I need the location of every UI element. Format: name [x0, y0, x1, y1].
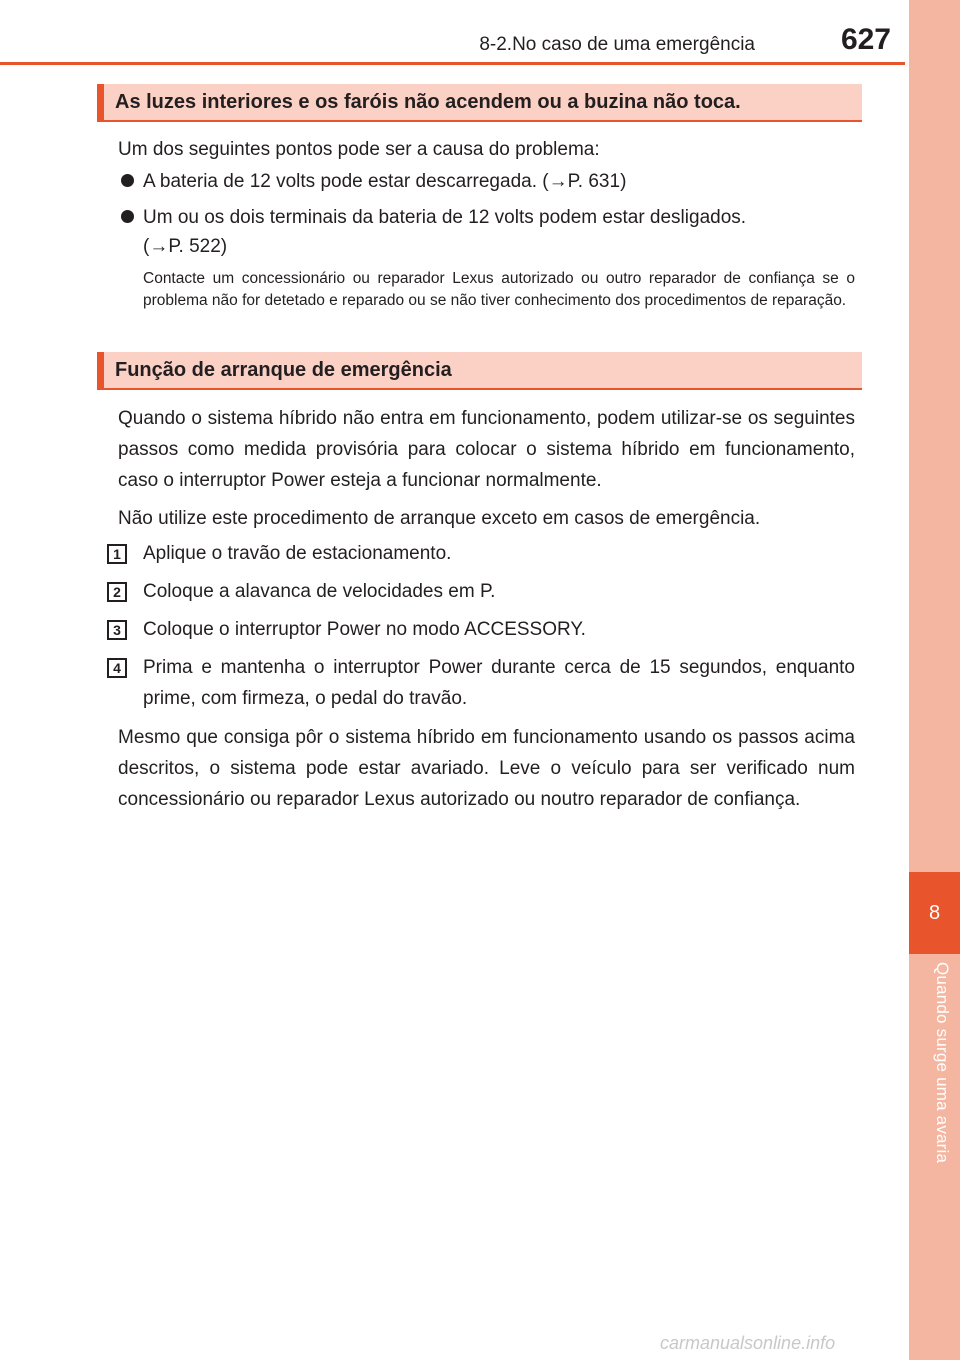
section-heading-emergency-start: [97, 352, 862, 390]
page-number: 627: [840, 23, 891, 56]
step-number-badge: 4: [107, 658, 127, 678]
bullet-item: Um ou os dois terminais da bateria de 12 volts podem estar desligados.: [143, 207, 747, 228]
step-text: Coloque o interruptor Power no modo ACCESSORY.: [143, 619, 586, 640]
section1-note: Contacte um concessionário ou reparador Lexus autorizado ou outro reparador de confiança se o problema não for detetado e reparado ou se não tiver conhecimento dos procedimentos de reparação.: [143, 270, 855, 309]
header-section-title: 8-2.No caso de uma emergência: [479, 34, 755, 55]
section2-closing-paragraph: Mesmo que consiga pôr o sistema híbrido em funcionamento usando os passos acima descritos, o sistema pode estar avariado. Leve o veículo para ser verificado num concessionário ou reparador Lexus autorizado ou noutro reparador de confiança.: [118, 727, 855, 810]
bullet-icon: [121, 210, 134, 223]
step-number-badge: 3: [107, 620, 127, 640]
section2-paragraph: Quando o sistema híbrido não entra em funcionamento, podem utilizar-se os seguintes passos como medida provisória para colocar o sistema híbrido em funcionamento, caso o interruptor Power esteja a funcionar normalmente.: [118, 408, 855, 491]
section-heading-text: Função de arranque de emergência: [115, 359, 452, 381]
chapter-number-tab: [909, 872, 960, 954]
chapter-number: 8: [928, 901, 941, 924]
bullet-item-continuation: (→P. 522): [143, 236, 228, 257]
step-text: Prima e mantenha o interruptor Power durante cerca de 15 segundos, enquanto prime, com firmeza, o pedal do travão.: [143, 657, 855, 709]
bullet-item: A bateria de 12 volts pode estar descarregada. (→P. 631): [143, 171, 627, 192]
section-heading-text: As luzes interiores e os faróis não acendem ou a buzina não toca.: [115, 91, 741, 113]
step-text: Aplique o travão de estacionamento.: [143, 543, 452, 564]
header-divider: [0, 62, 905, 65]
page-header: [0, 14, 905, 64]
section-heading-lights: [97, 84, 862, 122]
section2-warning: Não utilize este procedimento de arranque exceto em casos de emergência.: [118, 508, 761, 529]
chapter-label: Quando surge uma avaria: [933, 962, 952, 1164]
step-number-badge: 1: [107, 544, 127, 564]
watermark: carmanualsonline.info: [660, 1333, 836, 1353]
bullet-icon: [121, 174, 134, 187]
section-heading-accent: [97, 84, 104, 120]
section-heading-accent: [97, 352, 104, 388]
section1-intro: Um dos seguintes pontos pode ser a causa do problema:: [118, 139, 600, 160]
step-text: Coloque a alavanca de velocidades em P.: [143, 581, 496, 602]
step-number-badge: 2: [107, 582, 127, 602]
